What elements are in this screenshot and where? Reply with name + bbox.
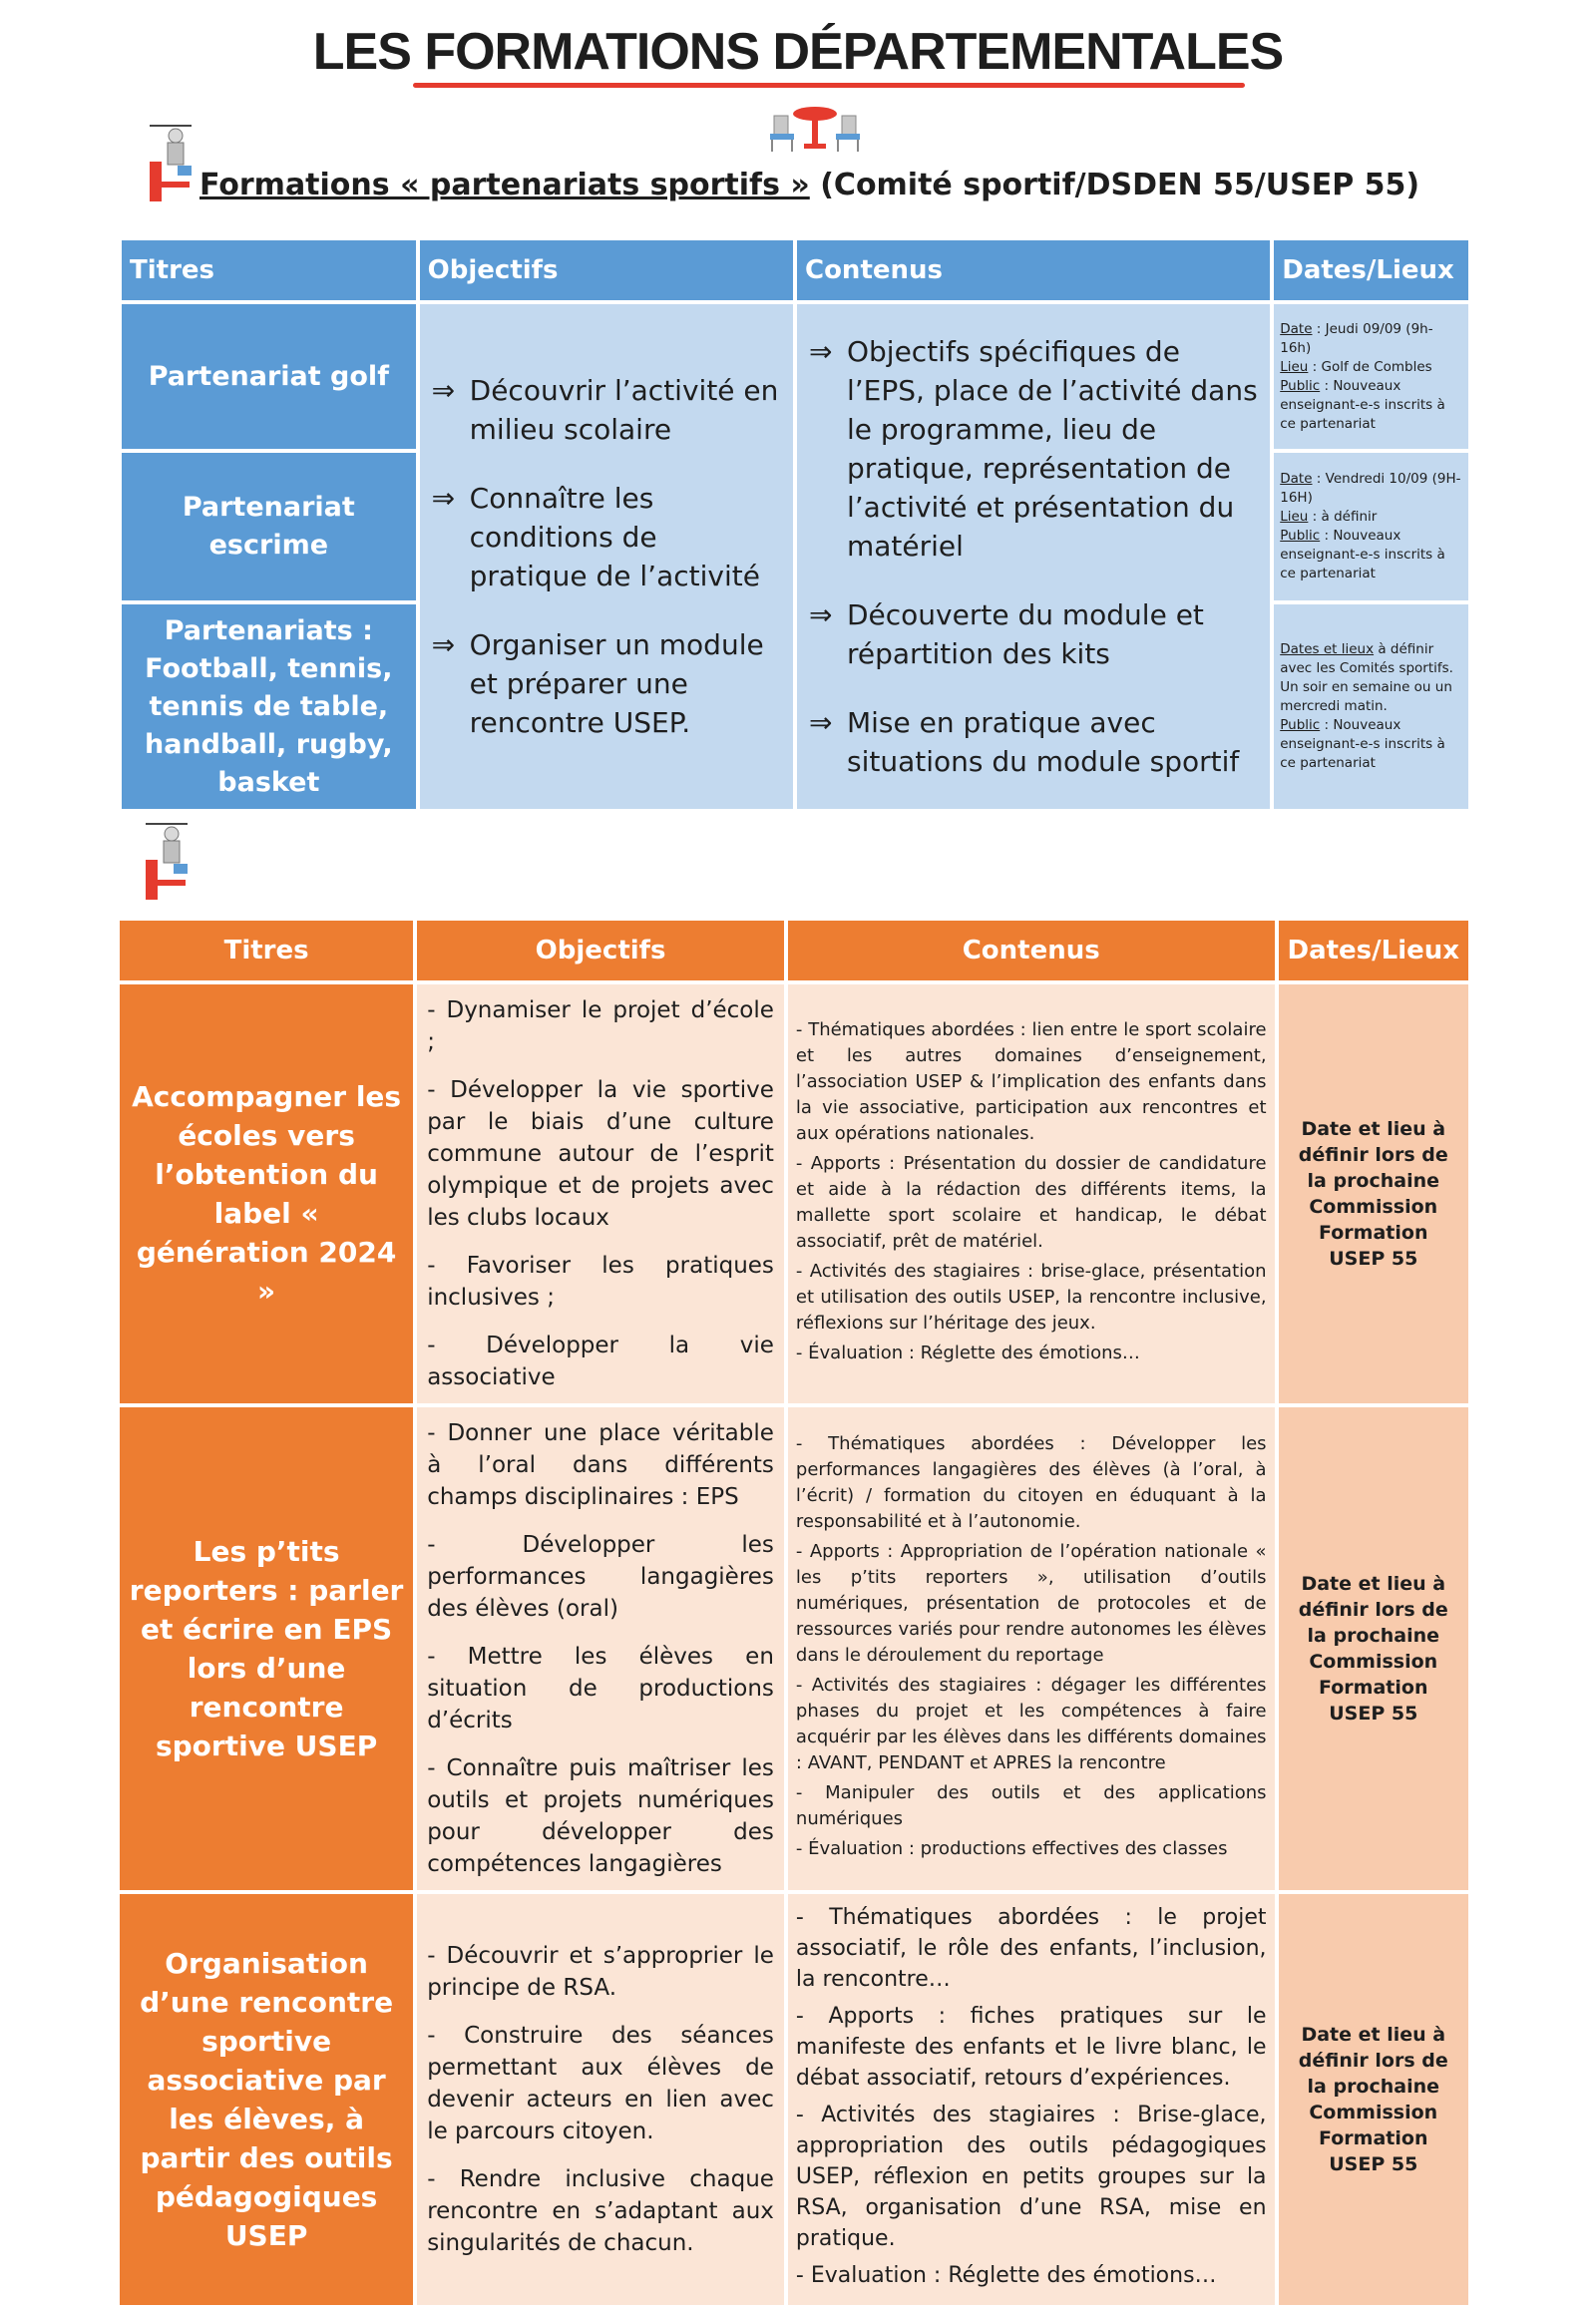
table-header-row — [122, 240, 1468, 300]
list-item: ⇒ Mise en pratique avec situations du module sportif — [809, 703, 1258, 781]
header-dates: Dates/Lieux — [1279, 921, 1468, 980]
list-item: ⇒ Découverte du module et répartition des kits — [809, 595, 1258, 673]
arrow-icon: ⇒ — [431, 374, 456, 407]
title-sports: Partenariats : Football, tennis, tennis de table, handball, rugby, basket — [122, 604, 416, 809]
arrow-icon: ⇒ — [808, 706, 833, 739]
header-dates: Dates/Lieux — [1274, 240, 1468, 300]
row-dates: Date et lieu à définir lors de la prochaine Commission Formation USEP 55 — [1279, 1894, 1468, 2305]
person-at-desk-icon — [144, 820, 194, 902]
arrow-icon: ⇒ — [808, 598, 833, 631]
list-item: ⇒ Connaître les conditions de pratique de l’activité — [432, 479, 781, 595]
table-row — [122, 304, 1468, 449]
table-header-row — [120, 921, 1468, 980]
header-titres: Titres — [122, 240, 416, 300]
trainings-table — [116, 917, 1472, 2309]
arrow-icon: ⇒ — [431, 628, 456, 661]
dates-golf: Date : Jeudi 09/09 (9h-16h) Lieu : Golf de Combles Public : Nouveaux enseignant-e-s inscrits à ce partenariat — [1274, 304, 1468, 449]
row-dates: Date et lieu à définir lors de la prochaine Commission Formation USEP 55 — [1279, 1407, 1468, 1890]
header-objectifs: Objectifs — [420, 240, 793, 300]
row-dates: Date et lieu à définir lors de la prochaine Commission Formation USEP 55 — [1279, 984, 1468, 1403]
dates-sports: Dates et lieux à définir avec les Comités sportifs. Un soir en semaine ou un mercredi matin. Public : Nouveaux enseignant-e-s inscrits à ce partenariat — [1274, 604, 1468, 809]
list-item: ⇒ Organiser un module et préparer une rencontre USEP. — [432, 625, 781, 742]
table-row — [120, 1894, 1468, 2305]
table-row — [120, 1407, 1468, 1890]
section-title-main: Formations « partenariats sportifs » — [200, 168, 810, 202]
list-item: ⇒ Objectifs spécifiques de l’EPS, place de l’activité dans le programme, lieu de pratique, représentation de l’activité et présentation du matériel — [809, 332, 1258, 566]
row-objectives: - Découvrir et s’approprier le principe de RSA. - Construire des séances permettant aux élèves de devenir acteurs en lien avec le parcours citoyen. - Rendre inclusive chaque rencontre en s’adaptant aux singularités de chacun. — [417, 1894, 784, 2305]
row-objectives: - Donner une place véritable à l’oral dans différents champs disciplinaires : EPS - Développer les performances langagières des élèves (oral) - Mettre les élèves en situation de productions d’écrits - Connaître puis maîtriser les outils et projets numériques pour développer des compétences langagières — [417, 1407, 784, 1890]
row-objectives: - Dynamiser le projet d’école ; - Développer la vie sportive par le biais d’une culture commune autour de l’esprit olympique et de projets avec les clubs locaux - Favoriser les pratiques inclusives ; - Développer la vie associative — [417, 984, 784, 1403]
dates-escrime: Date : Vendredi 10/09 (9H-16H) Lieu : à définir Public : Nouveaux enseignant-e-s inscrits à ce partenariat — [1274, 453, 1468, 600]
header-contenus: Contenus — [797, 240, 1270, 300]
header-contenus: Contenus — [788, 921, 1275, 980]
section-title — [200, 168, 1419, 202]
row-contents: - Thématiques abordées : lien entre le sport scolaire et les autres domaines d’enseignement, l’association USEP & l’implication des enfants dans la vie associative, participation aux rencontres et aux opérations nationales. - Apports : Présentation du dossier de candidature et aide à la rédaction des différents items, la mallette sport scolaire et handicap, le débat associatif, prêt de matériel. - Activités des stagiaires : brise-glace, présentation et utilisation des outils USEP, la rencontre inclusive, réflexions sur l’héritage des jeux. - Évaluation : Réglette des émotions… — [788, 984, 1275, 1403]
partnerships-table — [118, 236, 1472, 813]
list-item: ⇒ Découvrir l’activité en milieu scolaire — [432, 371, 781, 449]
header-titres: Titres — [120, 921, 413, 980]
row-contents: - Thématiques abordées : le projet associatif, le rôle des enfants, l’inclusion, la rencontre… - Apports : fiches pratiques sur le manifeste des enfants et le livre blanc, le débat associatif, retours d’expériences. - Activités des stagiaires : Brise-glace, appropriation des outils pédagogiques USEP, réflexion en petits groupes sur la RSA, organisation d’une RSA, mise en pratique. - Evaluation : Réglette des émotions… — [788, 1894, 1275, 2305]
arrow-icon: ⇒ — [431, 482, 456, 515]
row-title: Les p’tits reporters : parler et écrire en EPS lors d’une rencontre sportive USEP — [120, 1407, 413, 1890]
row-title: Accompagner les écoles vers l’obtention du label « génération 2024 » — [120, 984, 413, 1403]
page-title: LES FORMATIONS DÉPARTEMENTALES — [312, 23, 1284, 81]
section-title-rest: (Comité sportif/DSDEN 55/USEP 55) — [809, 168, 1420, 202]
row-title: Organisation d’une rencontre sportive associative par les élèves, à partir des outils pédagogiques USEP — [120, 1894, 413, 2305]
title-underline — [413, 83, 1245, 88]
arrow-icon: ⇒ — [808, 335, 833, 368]
contents-cell — [797, 304, 1270, 809]
title-golf: Partenariat golf — [122, 304, 416, 449]
person-at-desk-icon — [148, 122, 198, 203]
title-escrime: Partenariat escrime — [122, 453, 416, 600]
header-objectifs: Objectifs — [417, 921, 784, 980]
objectives-cell — [420, 304, 793, 809]
table-row — [120, 984, 1468, 1403]
row-contents: - Thématiques abordées : Développer les performances langagières des élèves (à l’oral, à l’écrit) / formation du citoyen en éduquant à la responsabilité et à l’autonomie. - Apports : Appropriation de l’opération nationale « les p’tits reporters », utilisation d’outils numériques, présentation de protocoles et de ressources variés pour rendre autonomes les élèves dans le déroulement du reportage - Activités des stagiaires : dégager les différentes phases du projet et les compétences à faire acquérir par les élèves dans les différents domaines : AVANT, PENDANT et APRES la rencontre - Manipuler des outils et des applications numériques - Évaluation : productions effectives des classes — [788, 1407, 1275, 1890]
table-chairs-icon — [760, 96, 870, 154]
